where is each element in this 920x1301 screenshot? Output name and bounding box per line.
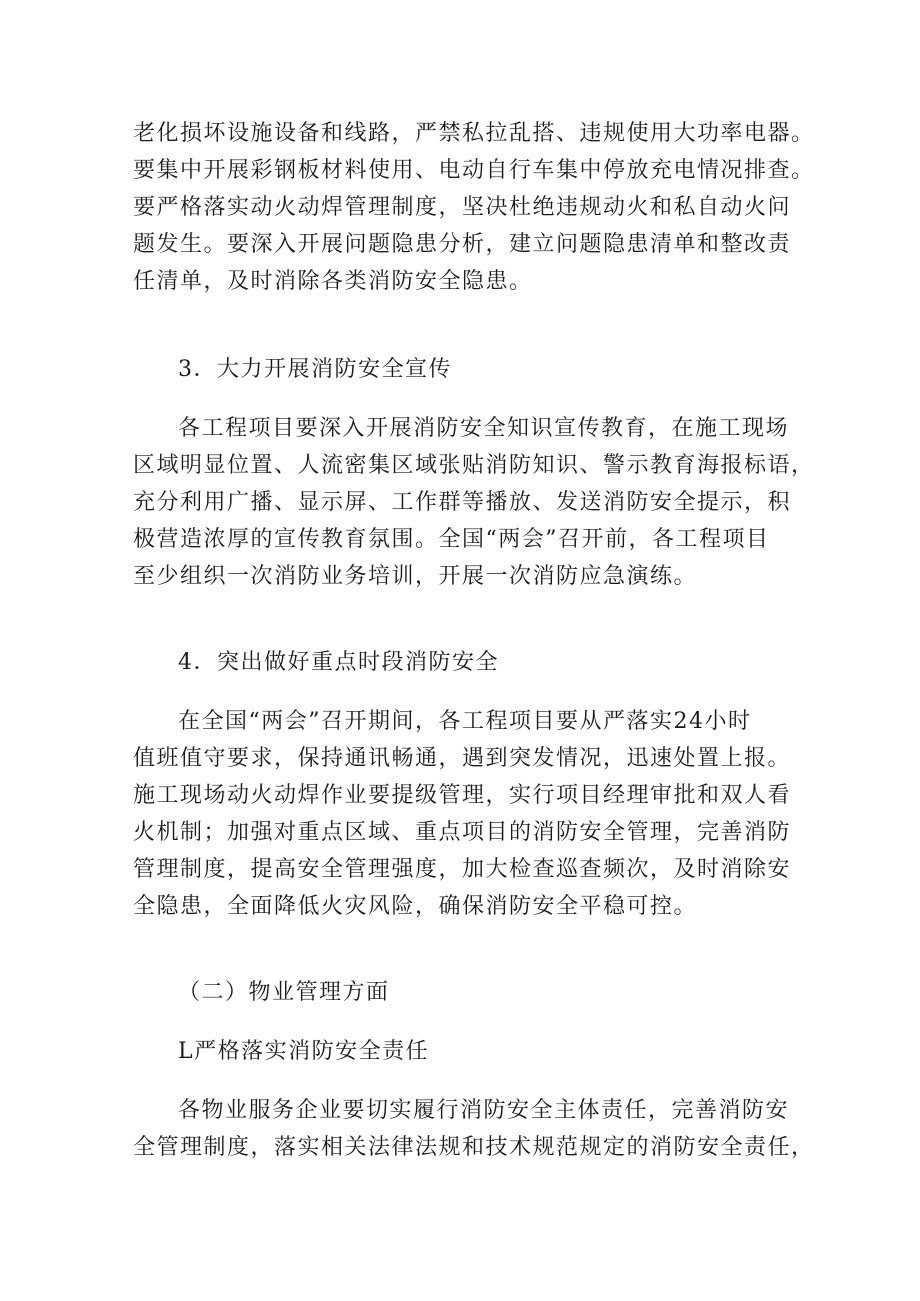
paragraph-publicity-education (133, 410, 815, 595)
paragraph-fire-hazard-inspection (133, 115, 815, 300)
paragraph-line: 施工现场动火动焊作业要提级管理，实行项目经理审批和双人看 (133, 783, 792, 808)
paragraph-line: 全隐患，全面降低火灾风险，确保消防安全平稳可控。 (133, 894, 698, 919)
heading-4-key-period-safety: 4．突出做好重点时段消防安全 (178, 650, 499, 675)
paragraph-line: 老化损坏设施设备和线路，严禁私拉乱搭、违规使用大功率电器。 (133, 121, 815, 146)
paragraph-line: 任清单，及时消除各类消防安全隐患。 (133, 269, 533, 294)
paragraph-line: 各物业服务企业要切实履行消防安全主体责任，完善消防安 (178, 1098, 790, 1123)
paragraph-line: 值班值守要求，保持通讯畅通，遇到突发情况，迅速处置上报。 (133, 746, 792, 771)
paragraph-line: 充分利用广播、显示屏、工作群等播放、发送消防安全提示，积 (133, 490, 792, 515)
paragraph-key-period-duty (133, 703, 793, 925)
paragraph-line: 要集中开展彩钢板材料使用、电动自行车集中停放充电情况排查。 (133, 158, 815, 183)
paragraph-line: 管理制度，提高安全管理强度，加大检查巡查频次，及时消除安 (133, 857, 792, 882)
paragraph-line: 在全国“两会”召开期间，各工程项目要从严落实24小时 (178, 709, 752, 734)
section-heading-property-management: （二）物业管理方面 (178, 980, 390, 1005)
heading-1-implement-responsibility: L严格落实消防安全责任 (178, 1039, 430, 1064)
paragraph-line: 要严格落实动火动焊管理制度，坚决杜绝违规动火和私自动火问 (133, 195, 792, 220)
heading-3-fire-safety-publicity: 3．大力开展消防安全宣传 (178, 357, 452, 382)
paragraph-line: 全管理制度，落实相关法律法规和技术规范规定的消防安全责任， (133, 1135, 815, 1160)
paragraph-line: 火机制；加强对重点区域、重点项目的消防安全管理，完善消防 (133, 820, 792, 845)
paragraph-line: 区域明显位置、人流密集区域张贴消防知识、警示教育海报标语， (133, 453, 815, 478)
paragraph-property-responsibility (133, 1092, 815, 1166)
paragraph-line: 各工程项目要深入开展消防安全知识宣传教育，在施工现场 (178, 416, 790, 441)
paragraph-line: 至少组织一次消防业务培训，开展一次消防应急演练。 (133, 564, 698, 589)
paragraph-line: 题发生。要深入开展问题隐患分析，建立问题隐患清单和整改责 (133, 232, 792, 257)
paragraph-line: 极营造浓厚的宣传教育氛围。全国“两会”召开前，各工程项目 (133, 527, 770, 552)
